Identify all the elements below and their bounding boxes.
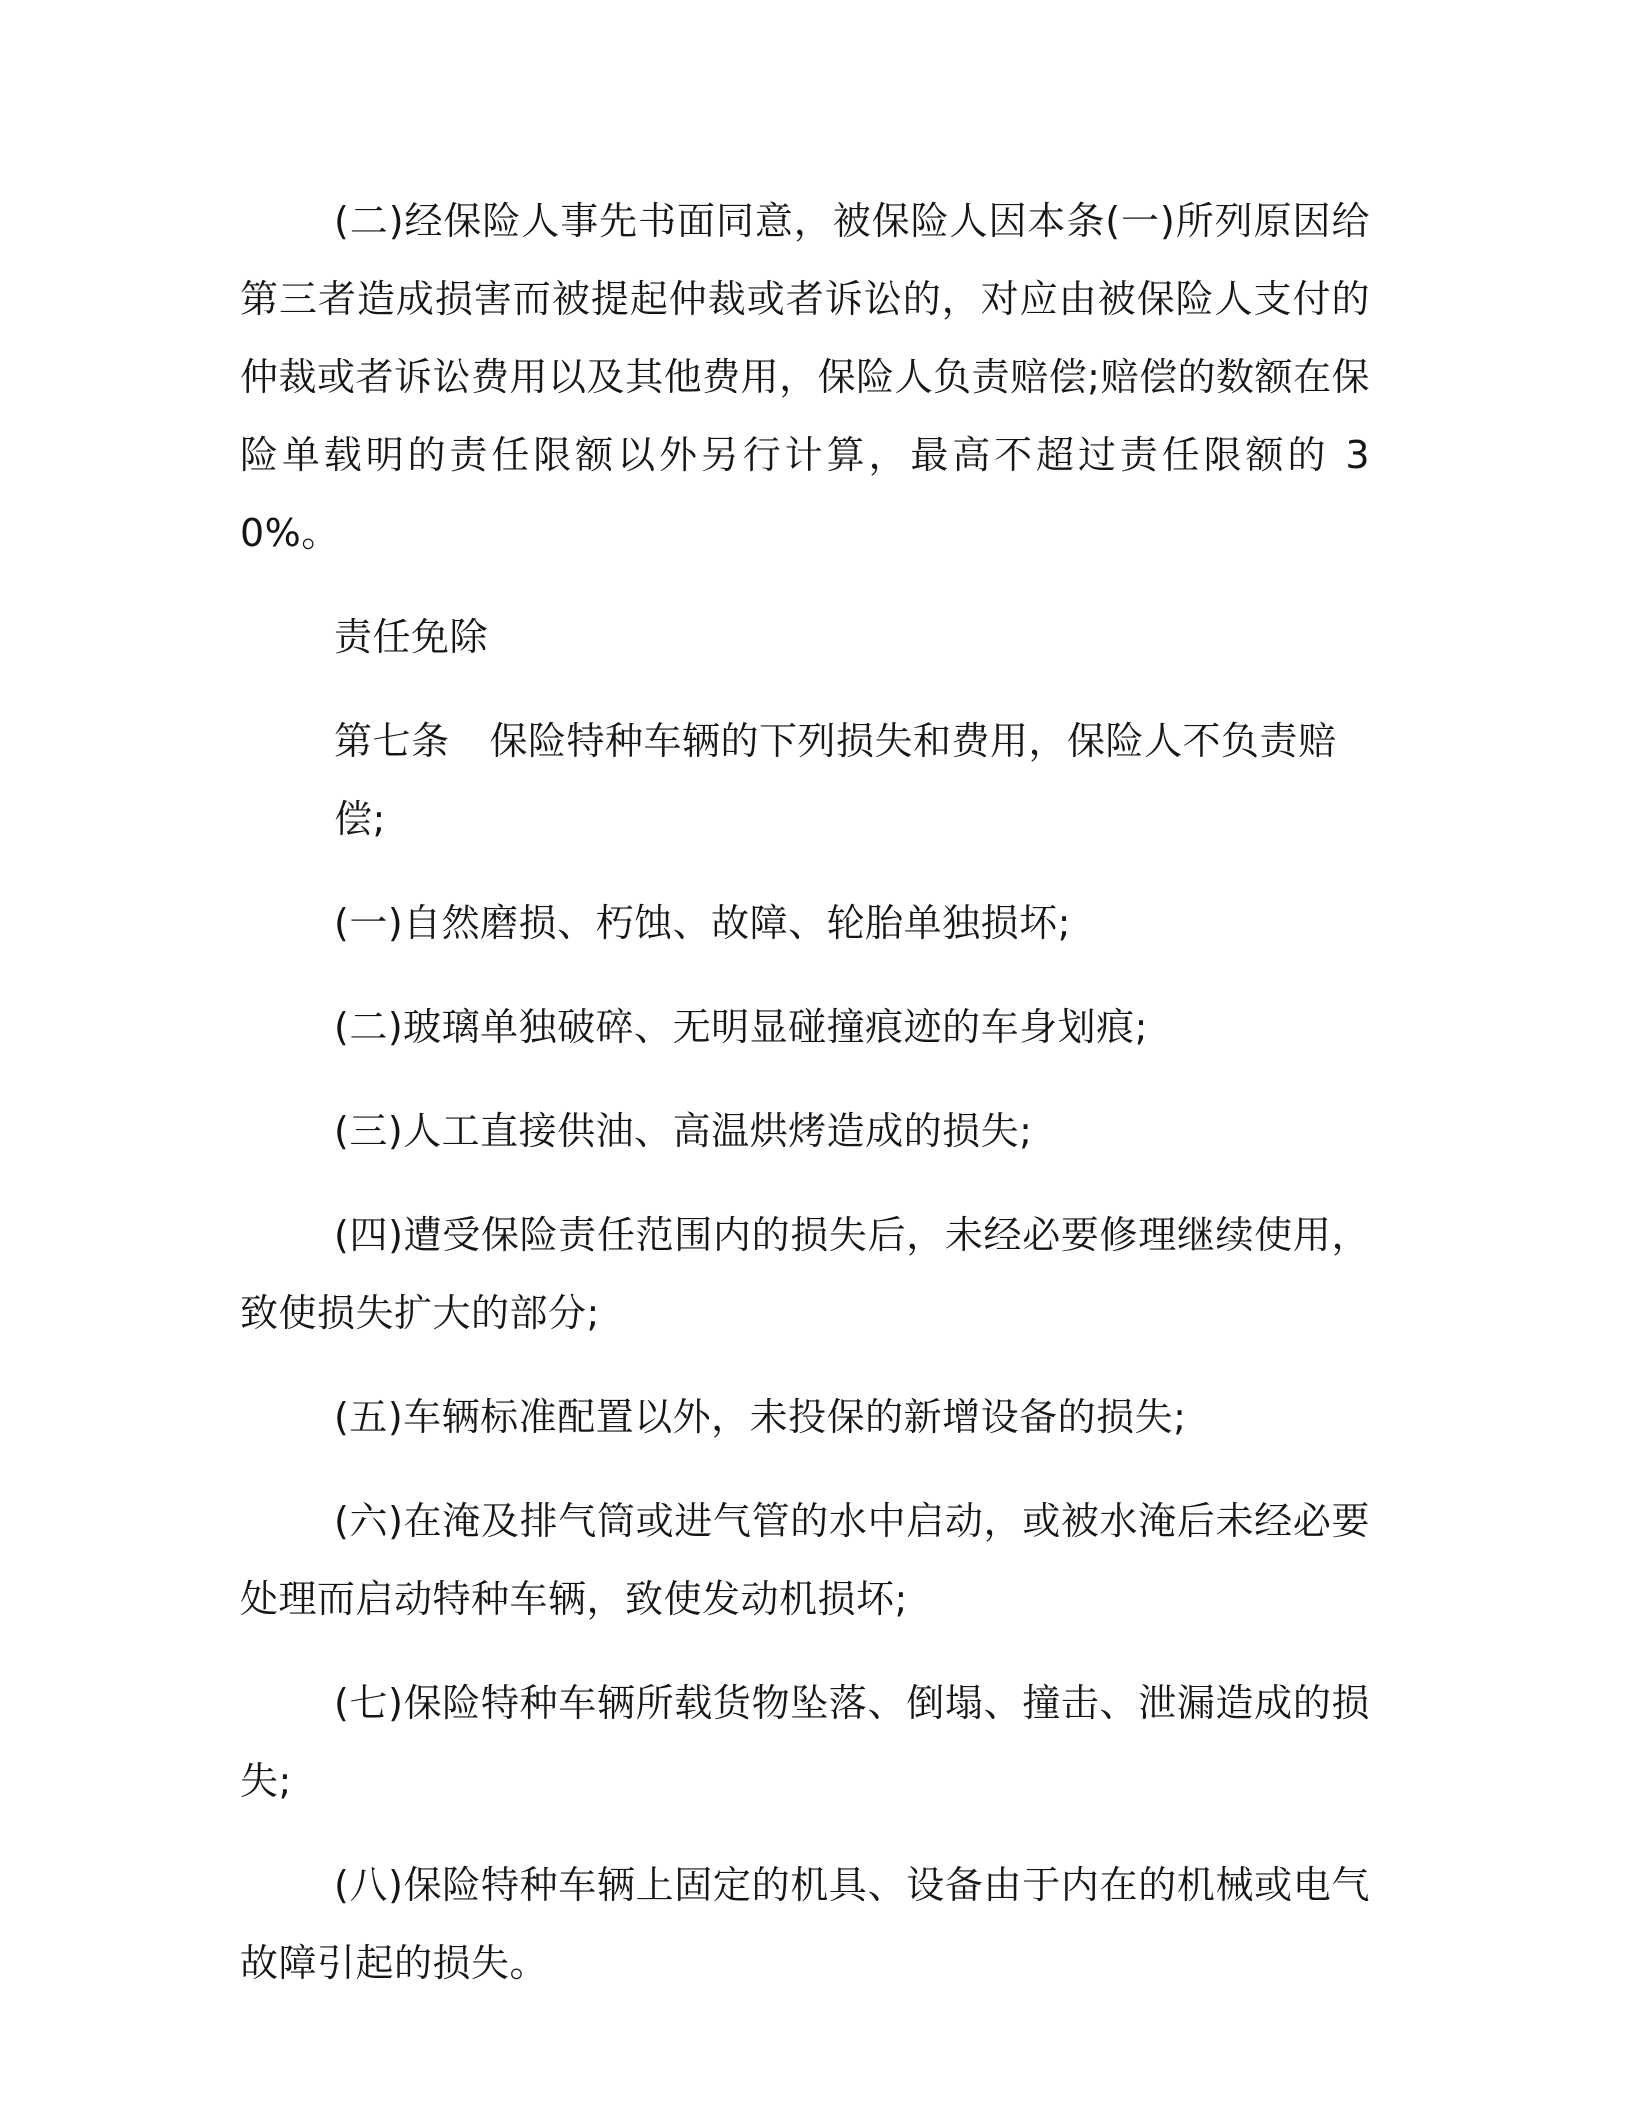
exclusion-item-1: (一)自然磨损、朽蚀、故障、轮胎单独损坏; bbox=[334, 901, 1071, 945]
article-seven bbox=[240, 702, 1370, 858]
exclusion-item-7: (七)保险特种车辆所载货物坠落、倒塌、撞击、泄漏造成的损失; bbox=[240, 1681, 1370, 1803]
document-body bbox=[240, 182, 1370, 2028]
exclusion-item-6: (六)在淹及排气筒或进气管的水中启动，或被水淹后未经必要处理而启动特种车辆，致使发动机损坏; bbox=[240, 1499, 1370, 1621]
article-text: 保险特种车辆的下列损失和费用，保险人不负责赔偿; bbox=[334, 719, 1337, 841]
exclusion-item-8: (八)保险特种车辆上固定的机具、设备由于内在的机械或电气故障引起的损失。 bbox=[240, 1863, 1370, 1985]
exclusion-item-3: (三)人工直接供油、高温烘烤造成的损失; bbox=[334, 1109, 1033, 1153]
article-number: 第七条 bbox=[334, 719, 450, 763]
section-heading-exclusions: 责任免除 bbox=[334, 615, 489, 659]
exclusion-item-5: (五)车辆标准配置以外，未投保的新增设备的损失; bbox=[334, 1395, 1187, 1439]
exclusion-item-4: (四)遭受保险责任范围内的损失后，未经必要修理继续使用，致使损失扩大的部分; bbox=[240, 1213, 1370, 1335]
exclusion-item-2: (二)玻璃单独破碎、无明显碰撞痕迹的车身划痕; bbox=[334, 1005, 1148, 1049]
paragraph-arbitration-costs: (二)经保险人事先书面同意，被保险人因本条(一)所列原因给第三者造成损害而被提起仲裁或者诉讼的，对应由被保险人支付的仲裁或者诉讼费用以及其他费用，保险人负责赔偿;赔偿的数额在保险单载明的责任限额以外另行计算，最高不超过责任限额的 30%。 bbox=[240, 199, 1370, 555]
